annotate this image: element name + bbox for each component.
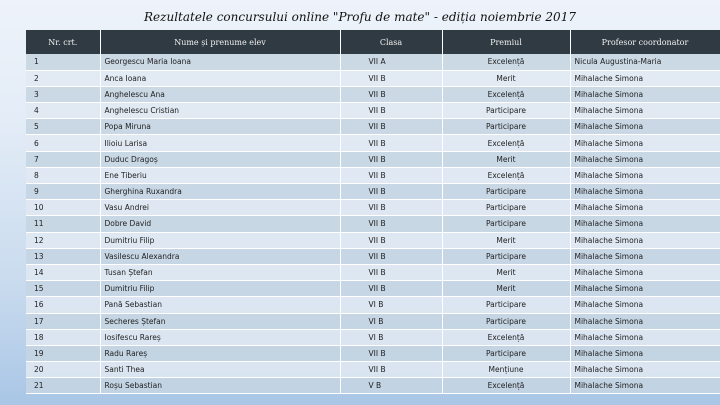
cell-teacher: Mihalache Simona [570, 103, 720, 119]
cell-class: VII B [340, 345, 442, 361]
cell-teacher: Mihalache Simona [570, 281, 720, 297]
cell-nr: 5 [26, 119, 100, 135]
cell-prize: Excelență [442, 167, 570, 183]
cell-student-name: Ene Tiberiu [100, 167, 340, 183]
cell-class: VII B [340, 232, 442, 248]
table-row [26, 313, 720, 329]
table-row [26, 119, 720, 135]
cell-class: VII B [340, 200, 442, 216]
cell-nr: 9 [26, 184, 100, 200]
page-title: Rezultatele concursului online "Profu de mate" - ediția noiembrie 2017 [144, 10, 576, 24]
cell-nr: 16 [26, 297, 100, 313]
cell-class: VI B [340, 297, 442, 313]
cell-prize: Merit [442, 281, 570, 297]
table-row [26, 378, 720, 394]
cell-prize: Participare [442, 200, 570, 216]
cell-teacher: Nicula Augustina-Maria [570, 54, 720, 70]
cell-prize: Participare [442, 184, 570, 200]
cell-prize: Participare [442, 297, 570, 313]
cell-class: VI B [340, 313, 442, 329]
cell-nr: 15 [26, 281, 100, 297]
cell-class: VII B [340, 103, 442, 119]
cell-prize: Participare [442, 248, 570, 264]
cell-class: VII B [340, 151, 442, 167]
cell-teacher: Mihalache Simona [570, 329, 720, 345]
cell-student-name: Duduc Dragoș [100, 151, 340, 167]
cell-teacher: Mihalache Simona [570, 135, 720, 151]
table-row [26, 103, 720, 119]
cell-teacher: Mihalache Simona [570, 378, 720, 394]
cell-student-name: Secheres Ștefan [100, 313, 340, 329]
header-prize: Premiul [442, 30, 570, 54]
cell-prize: Participare [442, 119, 570, 135]
cell-student-name: Anca Ioana [100, 70, 340, 86]
cell-teacher: Mihalache Simona [570, 264, 720, 280]
cell-student-name: Dumitriu Filip [100, 232, 340, 248]
cell-student-name: Anghelescu Ana [100, 86, 340, 102]
cell-teacher: Mihalache Simona [570, 297, 720, 313]
cell-class: VII B [340, 167, 442, 183]
cell-class: VII B [340, 264, 442, 280]
cell-teacher: Mihalache Simona [570, 86, 720, 102]
cell-prize: Mențiune [442, 362, 570, 378]
cell-student-name: Gherghina Ruxandra [100, 184, 340, 200]
cell-student-name: Iosifescu Rareș [100, 329, 340, 345]
cell-nr: 19 [26, 345, 100, 361]
cell-student-name: Ilioiu Larisa [100, 135, 340, 151]
cell-teacher: Mihalache Simona [570, 119, 720, 135]
cell-prize: Merit [442, 232, 570, 248]
table-row [26, 297, 720, 313]
table-header-row [26, 30, 720, 54]
table-row [26, 151, 720, 167]
table-row [26, 216, 720, 232]
cell-class: V B [340, 378, 442, 394]
cell-nr: 2 [26, 70, 100, 86]
cell-student-name: Dobre David [100, 216, 340, 232]
cell-student-name: Vasilescu Alexandra [100, 248, 340, 264]
cell-nr: 6 [26, 135, 100, 151]
cell-nr: 4 [26, 103, 100, 119]
cell-prize: Excelență [442, 86, 570, 102]
cell-class: VII A [340, 54, 442, 70]
cell-class: VII B [340, 248, 442, 264]
cell-student-name: Santi Thea [100, 362, 340, 378]
cell-student-name: Vasu Andrei [100, 200, 340, 216]
cell-nr: 18 [26, 329, 100, 345]
cell-class: VII B [340, 216, 442, 232]
table-row [26, 86, 720, 102]
cell-student-name: Georgescu Maria Ioana [100, 54, 340, 70]
cell-nr: 10 [26, 200, 100, 216]
cell-prize: Merit [442, 70, 570, 86]
cell-nr: 20 [26, 362, 100, 378]
cell-class: VII B [340, 362, 442, 378]
cell-class: VII B [340, 184, 442, 200]
cell-prize: Excelență [442, 135, 570, 151]
cell-prize: Merit [442, 264, 570, 280]
table-row [26, 362, 720, 378]
cell-nr: 12 [26, 232, 100, 248]
table-row [26, 281, 720, 297]
cell-student-name: Anghelescu Cristian [100, 103, 340, 119]
cell-teacher: Mihalache Simona [570, 184, 720, 200]
cell-teacher: Mihalache Simona [570, 70, 720, 86]
cell-nr: 1 [26, 54, 100, 70]
cell-teacher: Mihalache Simona [570, 248, 720, 264]
cell-teacher: Mihalache Simona [570, 362, 720, 378]
cell-class: VII B [340, 119, 442, 135]
cell-class: VII B [340, 281, 442, 297]
cell-class: VII B [340, 86, 442, 102]
cell-nr: 8 [26, 167, 100, 183]
cell-teacher: Mihalache Simona [570, 200, 720, 216]
cell-prize: Excelență [442, 329, 570, 345]
cell-prize: Participare [442, 345, 570, 361]
cell-prize: Excelență [442, 54, 570, 70]
cell-teacher: Mihalache Simona [570, 313, 720, 329]
cell-class: VII B [340, 135, 442, 151]
cell-prize: Participare [442, 216, 570, 232]
cell-prize: Excelență [442, 378, 570, 394]
table-row [26, 264, 720, 280]
header-student-name: Nume și prenume elev [100, 30, 340, 54]
cell-nr: 11 [26, 216, 100, 232]
cell-nr: 17 [26, 313, 100, 329]
cell-nr: 13 [26, 248, 100, 264]
cell-teacher: Mihalache Simona [570, 167, 720, 183]
cell-teacher: Mihalache Simona [570, 232, 720, 248]
cell-nr: 7 [26, 151, 100, 167]
table-row [26, 345, 720, 361]
table-row [26, 232, 720, 248]
cell-student-name: Radu Rareș [100, 345, 340, 361]
table-row [26, 184, 720, 200]
table-row [26, 329, 720, 345]
table-row [26, 167, 720, 183]
header-class: Clasa [340, 30, 442, 54]
cell-nr: 14 [26, 264, 100, 280]
results-table [26, 30, 720, 394]
table-row [26, 70, 720, 86]
cell-teacher: Mihalache Simona [570, 216, 720, 232]
cell-student-name: Popa Miruna [100, 119, 340, 135]
table-row [26, 248, 720, 264]
cell-prize: Merit [442, 151, 570, 167]
cell-class: VI B [340, 329, 442, 345]
cell-nr: 3 [26, 86, 100, 102]
header-teacher: Profesor coordonator [570, 30, 720, 54]
cell-nr: 21 [26, 378, 100, 394]
header-nr-crt: Nr. crt. [26, 30, 100, 54]
cell-teacher: Mihalache Simona [570, 345, 720, 361]
cell-teacher: Mihalache Simona [570, 151, 720, 167]
cell-class: VII B [340, 70, 442, 86]
cell-student-name: Dumitriu Filip [100, 281, 340, 297]
table-row [26, 200, 720, 216]
table-row [26, 135, 720, 151]
cell-student-name: Tusan Ștefan [100, 264, 340, 280]
table-row [26, 54, 720, 70]
cell-student-name: Roșu Sebastian [100, 378, 340, 394]
cell-prize: Participare [442, 313, 570, 329]
cell-student-name: Pană Sebastian [100, 297, 340, 313]
cell-prize: Participare [442, 103, 570, 119]
